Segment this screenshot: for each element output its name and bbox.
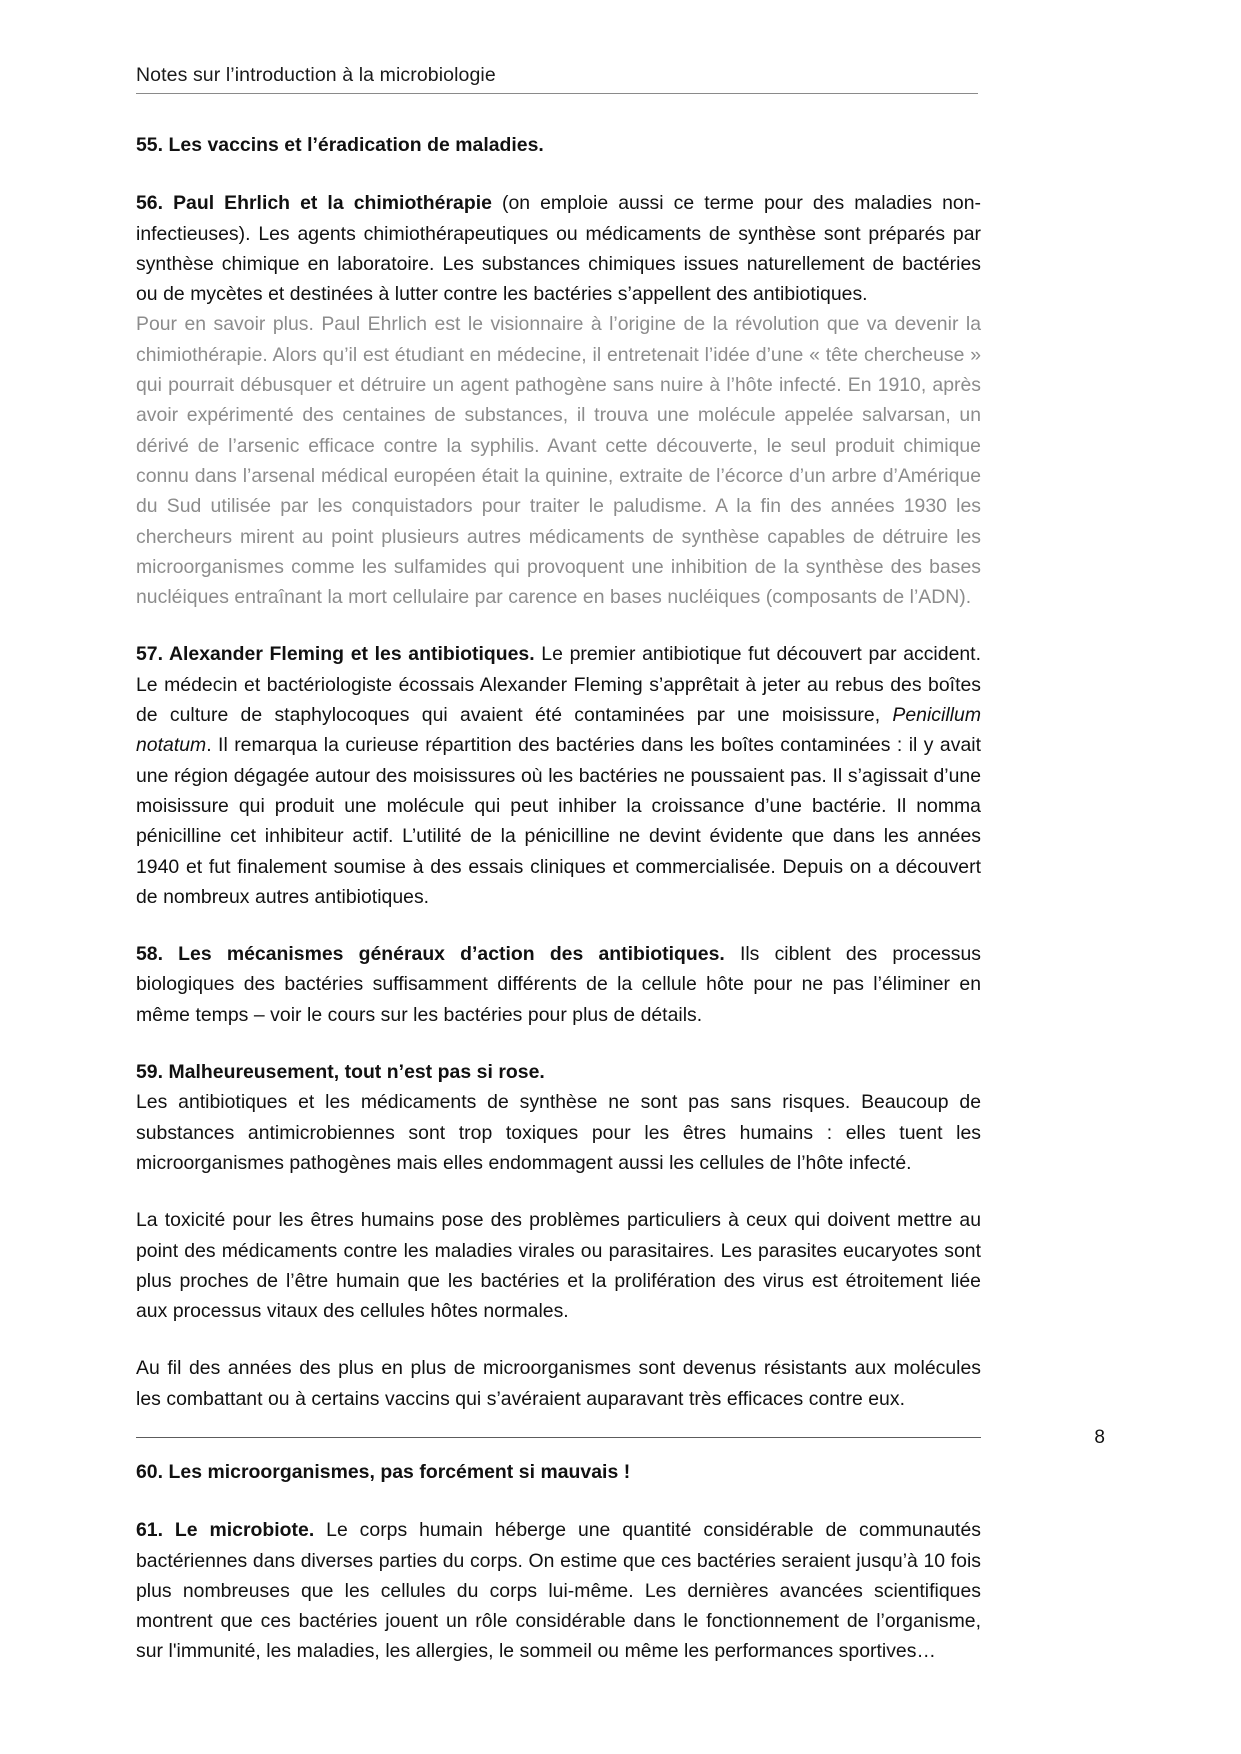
section-56-body: (on emploie aussi ce terme pour des maladies non-infectieuses). Les agents chimiothérapeutiques ou médicaments de synthèse sont préparés par synthèse chimique en laboratoire. Les substances chimiques issues naturellement de bactéries ou de mycètes et destinées à lutter contre les bactéries s’appellent des antibiotiques. [136,192,981,306]
section-59-body2 [136,1205,981,1326]
section-59-body2-text: La toxicité pour les êtres humains pose des problèmes particuliers à ceux qui doivent mettre au point des médicaments contre les maladies virales ou parasitaires. Les parasites eucaryotes sont plus proches de l’être humain que les bactéries et la prolifération des virus est étroitement liée aux processus vitaux des cellules hôtes normales. [136,1209,981,1323]
section-61 [136,1515,981,1666]
section-59-heading: 59. Malheureusement, tout n’est pas si rose. [136,1061,545,1084]
spacer [136,1326,981,1353]
section-59-body [136,1087,981,1178]
section-61-body: Le corps humain héberge une quantité considérable de communautés bactériennes dans diverses parties du corps. On estime que ces bactéries seraient jusqu’à 10 fois plus nombreuses que les cellules du corps lui-même. Les dernières avancées scientifiques montrent que ces bactéries jouent un rôle considérable dans le fonctionnement de l’organisme, sur l'immunité, les maladies, les allergies, le sommeil ou même les performances sportives… [136,1519,981,1663]
document-body [136,130,981,1667]
spacer [136,160,981,188]
section-divider [136,1437,981,1438]
section-60 [136,1457,981,1487]
section-57-body-part1: Le premier antibiotique fut découvert par accident. Le médecin et bactériologiste écossais Alexander Fleming s’apprêtait à jeter au rebus des boîtes de culture de staphylocoques qui avaient été contaminées par une moisissure, [136,643,981,727]
section-58-body: Ils ciblent des processus biologiques des bactéries suffisamment différents de la cellule hôte pour ne pas l’éliminer en même temps – voir le cours sur les bactéries pour plus de détails. [136,943,981,1026]
section-57 [136,639,981,912]
section-57-body-part2: . Il remarqua la curieuse répartition des bactéries dans les boîtes contaminées : il y avait une région dégagée autour des moisissures où les bactéries ne poussaient pas. Il s’agissait d’une moisissure qui produit une molécule qui peut inhiber la croissance d’une bactérie. Il nomma pénicilline cet inhibiteur actif. L’utilité de la pénicilline ne devint évidente que dans les années 1940 et fut finalement soumise à des essais cliniques et commercialisée. Depuis on a découvert de nombreux autres antibiotiques. [136,734,981,908]
page-header [136,62,978,94]
header-divider [136,93,978,94]
spacer [136,612,981,639]
section-59-body3-text: Au fil des années des plus en plus de microorganismes sont devenus résistants aux molécules les combattant ou à certains vaccins qui s’avéraient auparavant très efficaces contre eux. [136,1357,981,1410]
section-57-heading: 57. Alexander Fleming et les antibiotiques. [136,643,535,666]
section-60-heading: 60. Les microorganismes, pas forcément si mauvais ! [136,1460,631,1483]
section-59-heading-line [136,1057,981,1087]
section-61-heading: 61. Le microbiote. [136,1519,315,1542]
section-56-note-text: Pour en savoir plus. Paul Ehrlich est le visionnaire à l’origine de la révolution que va devenir la chimiothérapie. Alors qu’il est étudiant en médecine, il entretenait l’idée d’une « tête chercheuse » qui pourrait débusquer et détruire un agent pathogène sans nuire à l’hôte infecté. En 1910, après avoir expérimenté des centaines de substances, il trouva une molécule appelée salvarsan, un dérivé de l’arsenic efficace contre la syphilis. Avant cette découverte, le seul produit chimique connu dans l’arsenal médical européen était la quinine, extraite de l’écorce d’un arbre d’Amérique du Sud utilisée par les conquistadors pour traiter le paludisme. A la fin des années 1930 les chercheurs mirent au point plusieurs autres médicaments de synthèse capables de détruire les microorganismes comme les sulfamides qui provoquent une inhibition de la synthèse des bases nucléiques entraînant la mort cellulaire par carence en bases nucléiques (composants de l’ADN). [136,313,981,609]
section-59-body-text: Les antibiotiques et les médicaments de synthèse ne sont pas sans risques. Beaucoup de substances antimicrobiennes sont trop toxiques pour les êtres humains : elles tuent les microorganismes pathogènes mais elles endommagent aussi les cellules de l’hôte infecté. [136,1091,981,1174]
spacer [136,1487,981,1515]
spacer [136,1030,981,1057]
section-56 [136,188,981,309]
section-58-heading: 58. Les mécanismes généraux d’action des antibiotiques. [136,943,725,966]
section-55-heading: 55. Les vaccins et l’éradication de maladies. [136,134,544,156]
document-header-title: Notes sur l’introduction à la microbiologie [136,64,496,86]
section-58 [136,939,981,1030]
section-56-note [136,309,981,612]
species-name: Penicillum notatum [136,704,981,757]
page-number: 8 [1094,1427,1105,1448]
section-59-body3 [136,1353,981,1414]
spacer [136,1178,981,1205]
section-55 [136,130,981,160]
spacer [136,912,981,939]
section-56-heading: 56. Paul Ehrlich et la chimiothérapie [136,192,492,215]
